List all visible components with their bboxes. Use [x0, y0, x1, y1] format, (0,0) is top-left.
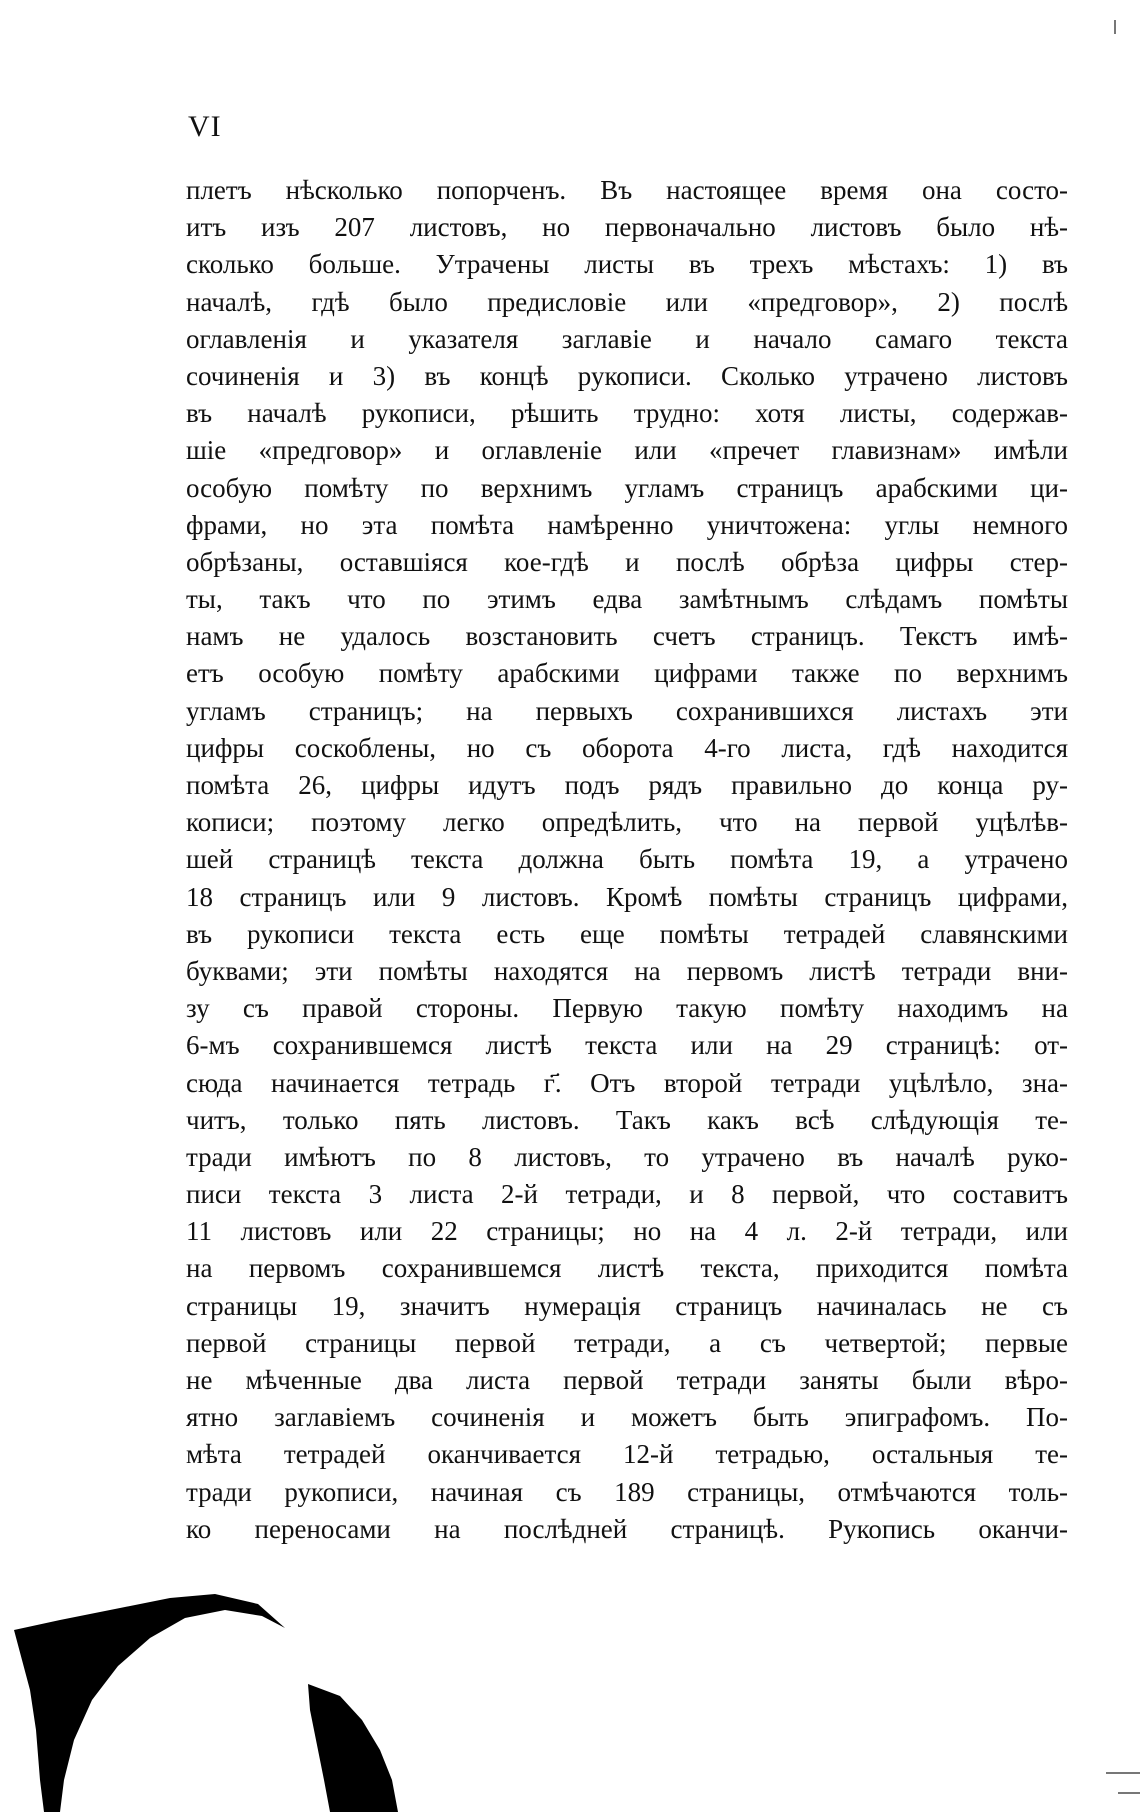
text-line: тради рукописи, начиная съ 189 страницы, отмѣчаются толь- — [186, 1476, 1068, 1507]
text-line: плетъ нѣсколько попорченъ. Въ настоящее время она состо- — [186, 175, 1068, 205]
page-damage-left — [0, 1590, 300, 1812]
text-line: особую помѣту по верхнимъ угламъ страницъ арабскими ци- — [186, 472, 1068, 503]
text-line: угламъ страницъ; на первыхъ сохранившихся листахъ эти — [186, 695, 1068, 726]
text-line: сюда начинается тетрадь г҃. Отъ второй тетради уцѣлѣло, зна- — [186, 1067, 1068, 1098]
text-line: кописи; поэтому легко опредѣлить, что на первой уцѣлѣв- — [186, 807, 1068, 838]
text-line: ко переносами на послѣдней страницѣ. Рукопись оканчи- — [186, 1513, 1068, 1544]
page-number: VI — [188, 110, 222, 143]
text-line: обрѣзаны, оставшіяся кое-гдѣ и послѣ обрѣза цифры стер- — [186, 546, 1068, 577]
text-line: читъ, только пять листовъ. Такъ какъ всѣ слѣдующія те- — [186, 1104, 1068, 1135]
text-line: не мѣченные два листа первой тетради заняты были вѣро- — [186, 1365, 1068, 1395]
text-line: цифры соскоблены, но съ оборота 4-го листа, гдѣ находится — [186, 732, 1068, 763]
text-line: тради имѣютъ по 8 листовъ, то утрачено въ началѣ руко- — [186, 1141, 1068, 1172]
text-line: ятно заглавіемъ сочиненія и можетъ быть эпиграфомъ. По- — [186, 1402, 1068, 1433]
text-line: въ рукописи текста есть еще помѣты тетрадей славянскими — [186, 918, 1068, 949]
text-line: оглавленія и указателя заглавіе и начало самаго текста — [186, 323, 1068, 354]
text-line: началѣ, гдѣ было предисловіе или «предговор», 2) послѣ — [186, 286, 1068, 317]
text-line: етъ особую помѣту арабскими цифрами также по верхнимъ — [186, 658, 1068, 689]
text-line: фрами, но эта помѣта намѣренно уничтожена: углы немного — [186, 509, 1068, 540]
text-line: въ началѣ рукописи, рѣшить трудно: хотя листы, содержав- — [186, 398, 1068, 429]
text-line: первой страницы первой тетради, а съ четвертой; первые — [186, 1327, 1068, 1358]
text-line: на первомъ сохранившемся листѣ текста, приходится помѣта — [186, 1253, 1068, 1284]
text-line: сколько больше. Утрачены листы въ трехъ мѣстахъ: 1) въ — [186, 249, 1068, 280]
text-line: зу съ правой стороны. Первую такую помѣту находимъ на — [186, 993, 1068, 1024]
text-line: шей страницѣ текста должна быть помѣта 19, а утрачено — [186, 844, 1068, 875]
text-line: ты, такъ что по этимъ едва замѣтнымъ слѣдамъ помѣты — [186, 584, 1068, 615]
edge-mark-bottom — [1118, 1792, 1140, 1794]
page-damage-right — [300, 1680, 400, 1812]
text-line: итъ изъ 207 листовъ, но первоначально листовъ было нѣ- — [186, 212, 1068, 243]
edge-mark-top — [1114, 20, 1116, 34]
text-line: шіе «предговор» и оглавленіе или «пречет главизнам» имѣли — [186, 435, 1068, 466]
body-text — [186, 172, 1068, 1548]
text-line: мѣта тетрадей оканчивается 12-й тетрадью, остальныя те- — [186, 1439, 1068, 1470]
edge-mark-bottom — [1106, 1772, 1140, 1774]
text-line: буквами; эти помѣты находятся на первомъ листѣ тетради вни- — [186, 955, 1068, 986]
text-line: страницы 19, значитъ нумерація страницъ начиналась не съ — [186, 1290, 1068, 1321]
text-line: 18 страницъ или 9 листовъ. Кромѣ помѣты страницъ цифрами, — [186, 881, 1068, 912]
text-line: писи текста 3 листа 2-й тетради, и 8 первой, что составитъ — [186, 1179, 1068, 1210]
text-line: помѣта 26, цифры идутъ подъ рядъ правильно до конца ру- — [186, 770, 1068, 800]
text-line: сочиненія и 3) въ концѣ рукописи. Сколько утрачено листовъ — [186, 360, 1068, 391]
text-line: намъ не удалось возстановить счетъ страницъ. Текстъ имѣ- — [186, 621, 1068, 652]
text-line: 6-мъ сохранившемся листѣ текста или на 29 страницѣ: от- — [186, 1030, 1068, 1061]
text-line: 11 листовъ или 22 страницы; но на 4 л. 2-й тетради, или — [186, 1216, 1068, 1247]
